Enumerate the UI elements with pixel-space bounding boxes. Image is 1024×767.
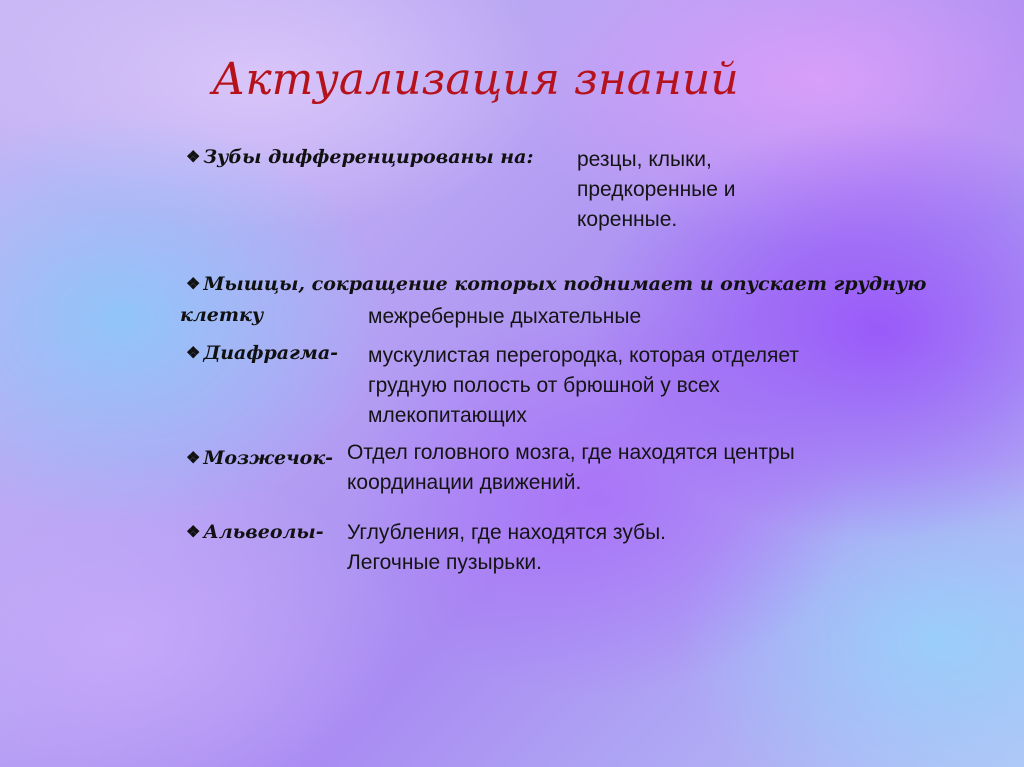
term-diaphragm	[186, 342, 338, 364]
slide-title: Актуализация знаний	[212, 54, 739, 105]
diamond-bullet-icon: ❖	[186, 343, 201, 362]
definition-line: межреберные дыхательные	[368, 305, 642, 328]
term-diaphragm-label: Диафрагма-	[203, 342, 339, 364]
definition-line: координации движений.	[347, 471, 582, 494]
definition-line: грудную полость от брюшной у всех	[368, 374, 720, 397]
definition-alveoli	[347, 518, 666, 578]
definition-line: Отдел головного мозга, где находятся центры	[347, 441, 795, 464]
definition-diaphragm	[368, 341, 799, 431]
term-teeth-label: Зубы дифференцированы на:	[203, 146, 534, 168]
diamond-bullet-icon: ❖	[186, 274, 201, 293]
term-muscles-label-line2: клетку	[180, 304, 264, 326]
definition-line: коренные.	[577, 208, 678, 231]
definition-muscles	[368, 302, 641, 332]
term-cerebellum	[186, 447, 333, 469]
term-alveoli-label: Альвеолы-	[203, 521, 324, 543]
definition-cerebellum	[347, 438, 795, 498]
diamond-bullet-icon: ❖	[186, 448, 201, 467]
term-cerebellum-label: Мозжечок-	[203, 447, 334, 469]
definition-teeth	[577, 145, 736, 235]
term-teeth	[186, 146, 534, 168]
definition-line: предкоренные и	[577, 178, 736, 201]
term-muscles	[186, 273, 926, 295]
definition-line: млекопитающих	[368, 404, 527, 427]
definition-line: резцы, клыки,	[577, 148, 712, 171]
diamond-bullet-icon: ❖	[186, 522, 201, 541]
diamond-bullet-icon: ❖	[186, 147, 201, 166]
definition-line: мускулистая перегородка, которая отделяет	[368, 344, 799, 367]
term-muscles-label-line1: Мышцы, сокращение которых поднимает и опускает грудную	[203, 273, 927, 295]
term-alveoli	[186, 521, 324, 543]
definition-line: Углубления, где находятся зубы.	[347, 521, 667, 544]
definition-line: Легочные пузырьки.	[347, 551, 542, 574]
term-muscles-line2	[180, 304, 263, 326]
